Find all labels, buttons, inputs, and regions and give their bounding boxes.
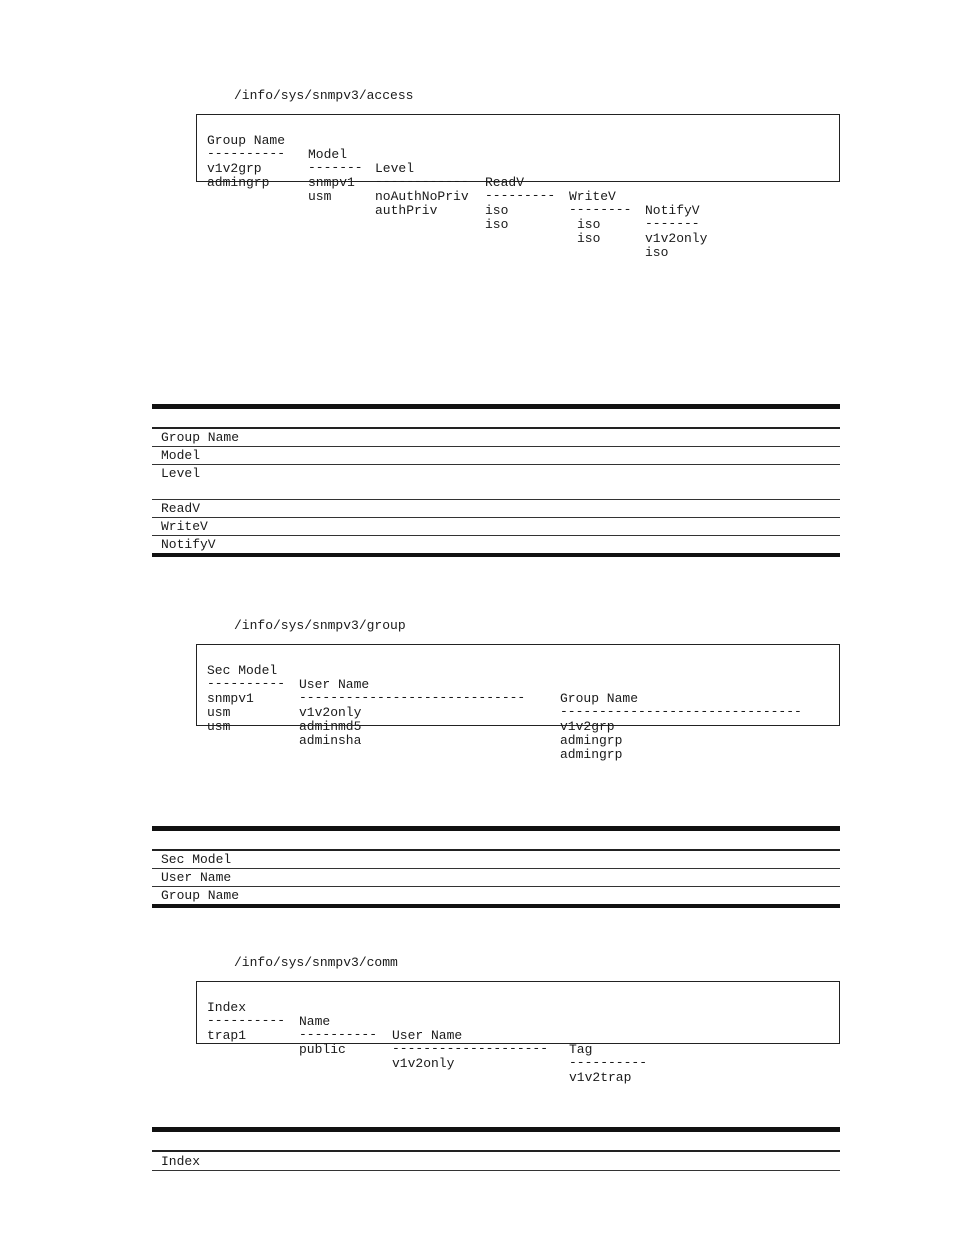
row-divider [152, 464, 840, 465]
group-cell: admingrp [560, 747, 623, 762]
access-output-box [196, 114, 840, 260]
group-cell: v1v2only [299, 705, 362, 720]
param-notifyv: NotifyV [161, 537, 216, 552]
comm-cell: v1v2trap [569, 1070, 632, 1085]
group-dash-1: ----------------------------- [299, 690, 526, 705]
group-header-sec-model: Sec Model [207, 663, 278, 678]
row-divider [152, 517, 840, 518]
access-cell: iso [485, 217, 509, 232]
row-divider [152, 446, 840, 447]
comm-dash-0: ---------- [207, 1013, 286, 1028]
comm-dash-1: ---------- [299, 1027, 378, 1042]
param-level: Level [161, 466, 201, 481]
access-cell: snmpv1 [308, 175, 355, 190]
comm-cell: v1v2only [392, 1056, 455, 1071]
table-header-rule [152, 849, 840, 851]
access-cell: v1v2only [645, 231, 708, 246]
group-cell: adminsha [299, 733, 362, 748]
access-cell: iso [485, 203, 509, 218]
group-cell: snmpv1 [207, 691, 254, 706]
access-dash-5: ------- [645, 216, 700, 231]
row-divider [152, 868, 840, 869]
comm-dash-3: ---------- [569, 1055, 648, 1070]
row-divider [152, 535, 840, 536]
table-header-rule [152, 427, 840, 429]
group-header-user-name: User Name [299, 677, 370, 692]
group-dash-0: ---------- [207, 676, 286, 691]
access-header-notifyv: NotifyV [645, 203, 700, 218]
access-cell: noAuthNoPriv [375, 189, 469, 204]
access-command: /info/sys/snmpv3/access [234, 88, 414, 103]
comm-command: /info/sys/snmpv3/comm [234, 955, 398, 970]
comm-cell: public [299, 1042, 346, 1057]
comm-output-box [196, 981, 840, 1085]
access-dash-2: ------------ [375, 174, 469, 189]
access-header-level: Level [375, 161, 415, 176]
row-divider [152, 499, 840, 500]
comm-header-index: Index [207, 1000, 247, 1015]
comm-parameter-table [152, 1127, 840, 1173]
access-cell: admingrp [207, 175, 270, 190]
comm-dash-2: -------------------- [392, 1041, 549, 1056]
access-dash-3: --------- [485, 188, 556, 203]
group-cell: admingrp [560, 733, 623, 748]
row-divider [152, 1170, 840, 1171]
table-top-rule [152, 826, 840, 831]
group-output-box [196, 644, 840, 762]
group-cell: usm [207, 705, 231, 720]
access-header-group-name: Group Name [207, 133, 286, 148]
access-cell: iso [577, 231, 601, 246]
table-header-rule [152, 1150, 840, 1152]
param-group-name: Group Name [161, 430, 240, 445]
access-cell: usm [308, 189, 332, 204]
param-index: Index [161, 1154, 201, 1169]
access-dash-4: -------- [569, 202, 632, 217]
access-cell: v1v2grp [207, 161, 262, 176]
comm-header-tag: Tag [569, 1042, 593, 1057]
row-divider [152, 886, 840, 887]
group-parameter-table [152, 826, 840, 910]
access-cell: iso [645, 245, 669, 260]
group-header-group-name: Group Name [560, 691, 639, 706]
access-header-writev: WriteV [569, 189, 616, 204]
group-dash-2: ------------------------------- [560, 704, 802, 719]
group-cell: adminmd5 [299, 719, 362, 734]
comm-header-name: Name [299, 1014, 331, 1029]
access-dash-0: ---------- [207, 146, 286, 161]
group-cell: v1v2grp [560, 719, 615, 734]
access-header-readv: ReadV [485, 175, 525, 190]
access-cell: authPriv [375, 203, 438, 218]
comm-cell: trap1 [207, 1028, 247, 1043]
group-cell: usm [207, 719, 231, 734]
table-bottom-rule [152, 553, 840, 557]
access-parameter-table [152, 404, 840, 559]
table-top-rule [152, 404, 840, 409]
group-command: /info/sys/snmpv3/group [234, 618, 406, 633]
comm-header-user-name: User Name [392, 1028, 463, 1043]
param-writev: WriteV [161, 519, 208, 534]
param-user-name: User Name [161, 870, 232, 885]
param-readv: ReadV [161, 501, 201, 516]
access-header-model: Model [308, 147, 348, 162]
param-model: Model [161, 448, 201, 463]
access-cell: iso [577, 217, 601, 232]
param-group-name: Group Name [161, 888, 240, 903]
param-sec-model: Sec Model [161, 852, 232, 867]
access-dash-1: ------- [308, 160, 363, 175]
table-bottom-rule [152, 904, 840, 908]
table-top-rule [152, 1127, 840, 1132]
